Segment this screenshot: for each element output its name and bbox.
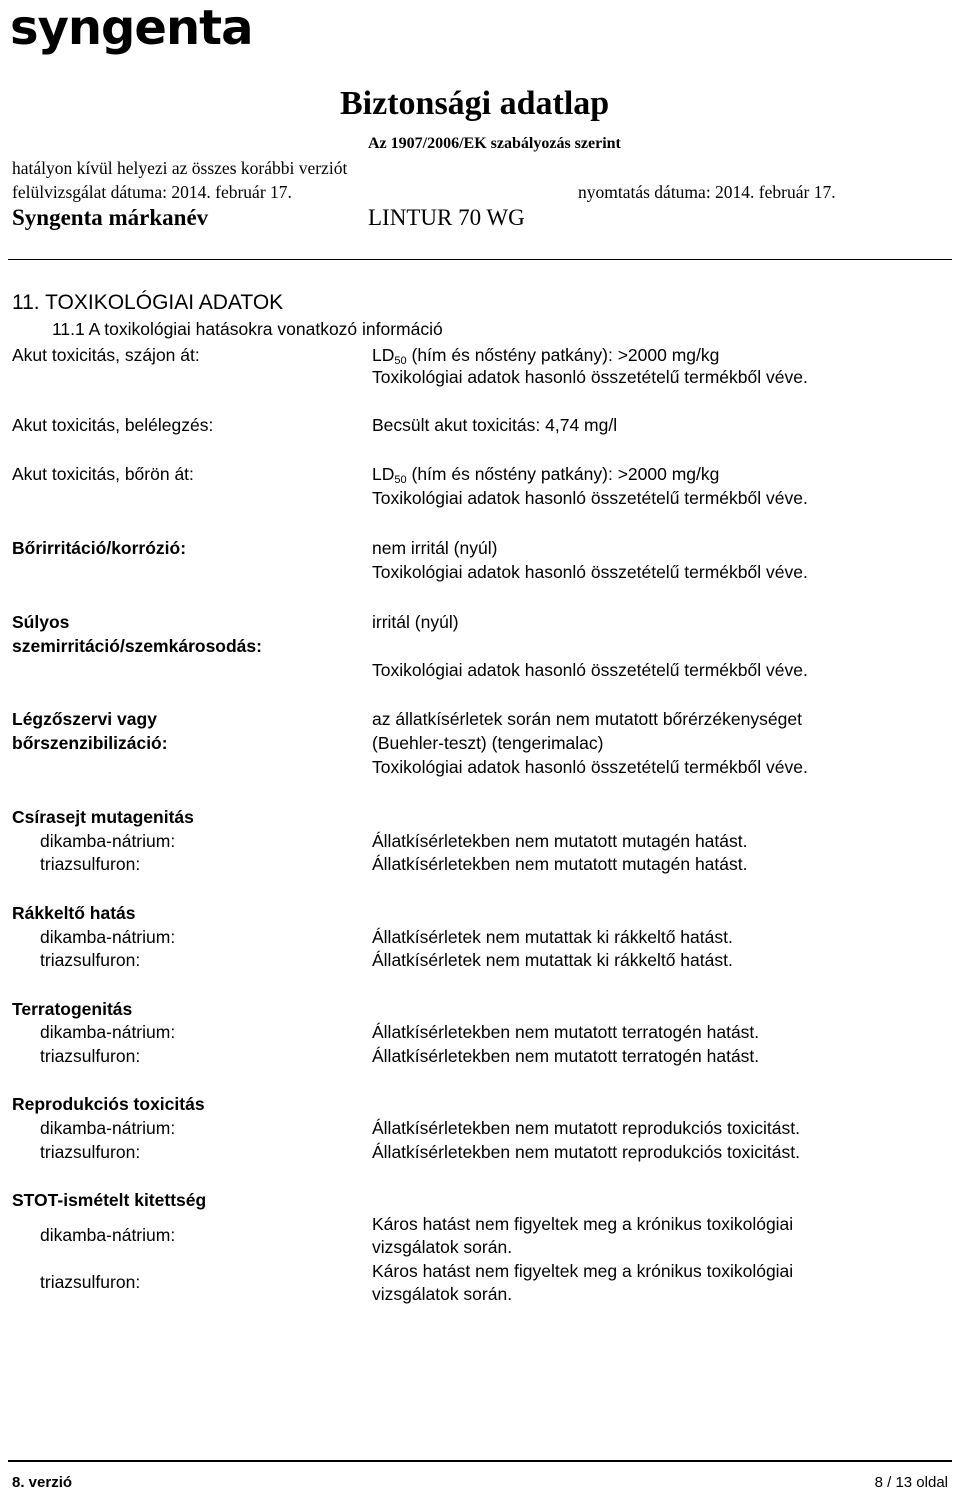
stot-dicamba-label: dikamba-nátrium: [40,1225,176,1245]
mutagenicity-dicamba-value: Állatkísérletekben nem mutatott mutagén hatást. [372,831,748,851]
stot-triasulfuron-value-1: Káros hatást nem figyeltek meg a krónikus toxikológiai [372,1261,794,1281]
reproductive-toxicity-label: Reprodukciós toxicitás [12,1094,205,1114]
eye-damage-label-2: szemirritáció/szemkárosodás: [12,636,262,656]
skin-irritation-label: Bőrirritáció/korrózió: [12,538,187,558]
sensitisation-note: Toxikológiai adatok hasonló összetételű termékből véve. [372,757,808,777]
teratogenicity-triasulfuron-value: Állatkísérletekben nem mutatott terratogén hatást. [372,1046,760,1066]
document-title: Biztonsági adatlap [340,85,610,122]
carcinogenicity-triasulfuron-value: Állatkísérletek nem mutattak ki rákkeltő hatást. [372,950,733,970]
carcinogenicity-dicamba-label: dikamba-nátrium: [40,927,176,947]
inhalation-toxicity-value: Becsült akut toxicitás: 4,74 mg/l [372,415,618,435]
stot-repeated-label: STOT-ismételt kitettség [12,1190,207,1210]
dermal-toxicity-value: $LD_{50}$ (hím és nőstény patkány): >2000 mg/kg [372,464,720,486]
dermal-toxicity-note: Toxikológiai adatok hasonló összetételű termékből véve. [372,488,808,508]
sensitisation-value-1: az állatkísérletek során nem mutatott bőrérzékenységet [372,709,802,729]
reproductive-triasulfuron-value: Állatkísérletekben nem mutatott reprodukciós toxicitást. [372,1142,800,1162]
header-divider [8,259,952,260]
section-heading: 11. TOXIKOLÓGIAI ADATOK [12,291,284,314]
inhalation-toxicity-label: Akut toxicitás, belélegzés: [12,415,214,435]
oral-toxicity-note: Toxikológiai adatok hasonló összetételű termékből véve. [372,367,808,387]
revision-date: felülvizsgálat dátuma: 2014. február 17. [12,182,292,202]
reproductive-dicamba-label: dikamba-nátrium: [40,1118,176,1138]
skin-irritation-note: Toxikológiai adatok hasonló összetételű termékből véve. [372,562,808,582]
sensitisation-label-1: Légzőszervi vagy [12,709,157,729]
sensitisation-value-2: (Buehler-teszt) (tengerimalac) [372,733,604,753]
teratogenicity-dicamba-value: Állatkísérletekben nem mutatott terratogén hatást. [372,1022,760,1042]
syngenta-logo: syngenta [10,0,253,56]
regulation-note: Az 1907/2006/EK szabályozás szerint [368,135,621,152]
carcinogenicity-triasulfuron-label: triazsulfuron: [40,950,141,970]
reproductive-triasulfuron-label: triazsulfuron: [40,1142,141,1162]
skin-irritation-value: nem irritál (nyúl) [372,538,498,558]
mutagenicity-dicamba-label: dikamba-nátrium: [40,831,176,851]
oral-toxicity-label: Akut toxicitás, szájon át: [12,345,200,365]
product-name: LINTUR 70 WG [368,205,525,230]
footer-divider [8,1460,952,1462]
mutagenicity-triasulfuron-label: triazsulfuron: [40,854,141,874]
supersedes-note: hatályon kívül helyezi az összes korábbi verziót [12,158,348,178]
eye-damage-label-1: Súlyos [12,612,70,632]
carcinogenicity-dicamba-value: Állatkísérletek nem mutattak ki rákkeltő hatást. [372,927,733,947]
reproductive-dicamba-value: Állatkísérletekben nem mutatott reprodukciós toxicitást. [372,1118,800,1138]
mutagenicity-triasulfuron-value: Állatkísérletekben nem mutatott mutagén hatást. [372,854,748,874]
stot-dicamba-value-1: Káros hatást nem figyeltek meg a krónikus toxikológiai [372,1214,794,1234]
carcinogenicity-label: Rákkeltő hatás [12,903,136,923]
print-date: nyomtatás dátuma: 2014. február 17. [578,182,836,202]
version-label: 8. verzió [12,1474,73,1491]
stot-dicamba-value-2: vizsgálatok során. [372,1237,513,1257]
teratogenicity-label: Terratogenitás [12,999,133,1019]
dermal-toxicity-label: Akut toxicitás, bőrön át: [12,464,194,484]
eye-damage-note: Toxikológiai adatok hasonló összetételű termékből véve. [372,660,808,680]
teratogenicity-dicamba-label: dikamba-nátrium: [40,1022,176,1042]
oral-toxicity-value: $LD_{50}$ (hím és nőstény patkány): >2000 mg/kg [372,345,720,367]
sensitisation-label-2: bőrszenzibilizáció: [12,733,168,753]
mutagenicity-label: Csírasejt mutagenitás [12,807,194,827]
teratogenicity-triasulfuron-label: triazsulfuron: [40,1046,141,1066]
page-number: 8 / 13 oldal [874,1474,948,1491]
brand-label: Syngenta márkanév [12,205,209,230]
stot-triasulfuron-value-2: vizsgálatok során. [372,1284,513,1304]
stot-triasulfuron-label: triazsulfuron: [40,1272,141,1292]
eye-damage-value: irritál (nyúl) [372,612,459,632]
section-subheading: 11.1 A toxikológiai hatásokra vonatkozó információ [52,319,443,339]
